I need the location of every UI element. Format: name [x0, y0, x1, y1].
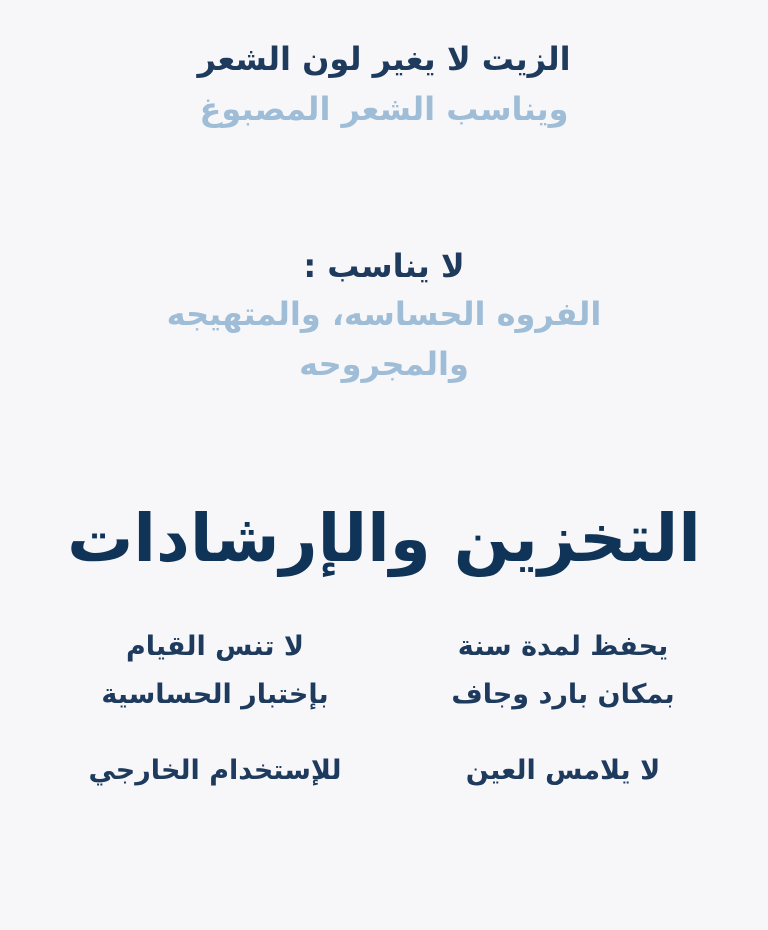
intro-line-2: ويناسب الشعر المصبوغ [199, 90, 569, 128]
storage-heading: التخزين والإرشادات [67, 500, 701, 577]
instruction-right-1: يحفظ لمدة سنة [457, 631, 669, 662]
intro-line-1: الزيت لا يغير لون الشعر [197, 40, 571, 78]
warning-title: لا يناسب : [303, 247, 465, 285]
warning-line-1: الفروه الحساسه، والمتهيجه [166, 295, 602, 333]
instruction-left-2: بإختبار الحساسية [101, 679, 329, 710]
instruction-left-1: لا تنس القيام [125, 631, 304, 662]
instruction-left-3: للإستخدام الخارجي [88, 755, 342, 786]
instruction-right-3: لا يلامس العين [465, 755, 661, 786]
warning-line-2: والمجروحه [299, 345, 469, 383]
instruction-right-2: بمكان بارد وجاف [451, 679, 675, 710]
